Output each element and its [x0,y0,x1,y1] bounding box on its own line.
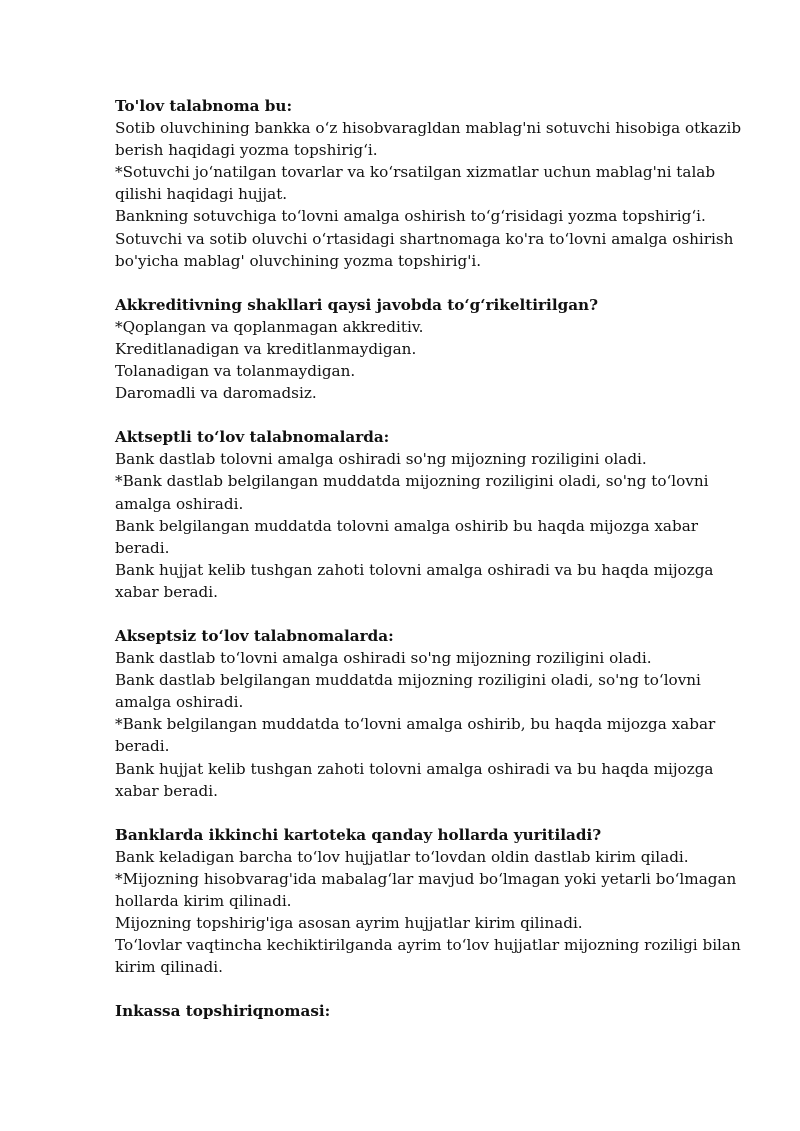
question-block [115,95,755,272]
question-title: Banklarda ikkinchi kartoteka qanday hollarda yuritiladi? [115,825,602,844]
question-block [115,294,755,404]
answer-option: Bank dastlab toʻlovni amalga oshiradi so'ng mijozning roziligini oladi. [115,649,652,668]
answer-option: Daromadli va daromadsiz. [115,384,317,403]
question-title: Akkreditivning shakllari qaysi javobda toʻgʻrikeltirilgan? [115,295,598,314]
question-block [115,824,755,979]
answer-option: Bank belgilangan muddatda tolovni amalga oshirib bu haqda mijozga xabar beradi. [115,516,699,557]
answer-option: Bank hujjat kelib tushgan zahoti tolovni amalga oshiradi va bu haqda mijozga xabar beradi. [115,759,714,800]
question-title: Inkassa topshiriqnomasi: [115,1002,331,1021]
answer-option: Toʻlovlar vaqtincha kechiktirilganda ayrim toʻlov hujjatlar mijozning roziligi bilan kirim qilinadi. [115,936,741,977]
answer-option: Bank keladigan barcha toʻlov hujjatlar toʻlovdan oldin dastlab kirim qiladi. [115,847,689,866]
answer-option: Bank dastlab belgilangan muddatda mijozning roziligini oladi, so'ng toʻlovni amalga oshiradi. [115,671,701,712]
question-title: To'lov talabnoma bu: [115,97,293,115]
document-page [115,95,755,1044]
answer-option: *Bank dastlab belgilangan muddatda mijozning roziligini oladi, so'ng toʻlovni amalga oshiradi. [115,472,709,513]
answer-option: Bank hujjat kelib tushgan zahoti tolovni amalga oshiradi va bu haqda mijozga xabar beradi. [115,560,714,601]
answer-option: *Sotuvchi joʻnatilgan tovarlar va koʻrsatilgan xizmatlar uchun mablag'ni talab qilishi haqidagi hujjat. [115,163,716,204]
answer-option: *Qoplangan va qoplanmagan akkreditiv. [115,317,424,336]
question-block [115,1000,755,1022]
answer-option: Tolanadigan va tolanmaydigan. [115,362,356,381]
answer-option: *Bank belgilangan muddatda toʻlovni amalga oshirib, bu haqda mijozga xabar beradi. [115,715,716,756]
question-block [115,625,755,802]
answer-option: Bankning sotuvchiga toʻlovni amalga oshirish toʻgʻrisidagi yozma topshirigʻi. [115,207,706,226]
answer-option: Kreditlanadigan va kreditlanmaydigan. [115,339,417,358]
answer-option: Bank dastlab tolovni amalga oshiradi so'ng mijozning roziligini oladi. [115,450,647,469]
answer-option: *Mijozning hisobvarag'ida mabalagʻlar mavjud boʻlmagan yoki yetarli boʻlmagan hollarda kirim qilinadi. [115,869,737,910]
question-title: Akseptsiz toʻlov talabnomalarda: [115,626,394,645]
answer-option: Sotuvchi va sotib oluvchi oʻrtasidagi shartnomaga ko'ra toʻlovni amalga oshirish bo'yicha mablag' oluvchining yozma topshirig'i. [115,229,734,270]
answer-option: Mijozning topshirig'iga asosan ayrim hujjatlar kirim qilinadi. [115,914,583,933]
answer-option: Sotib oluvchining bankka oʻz hisobvaragldan mablag'ni sotuvchi hisobiga otkazib berish haqidagi yozma topshirigʻi. [115,119,742,160]
question-title: Aktseptli toʻlov talabnomalarda: [115,428,390,447]
question-block [115,426,755,603]
